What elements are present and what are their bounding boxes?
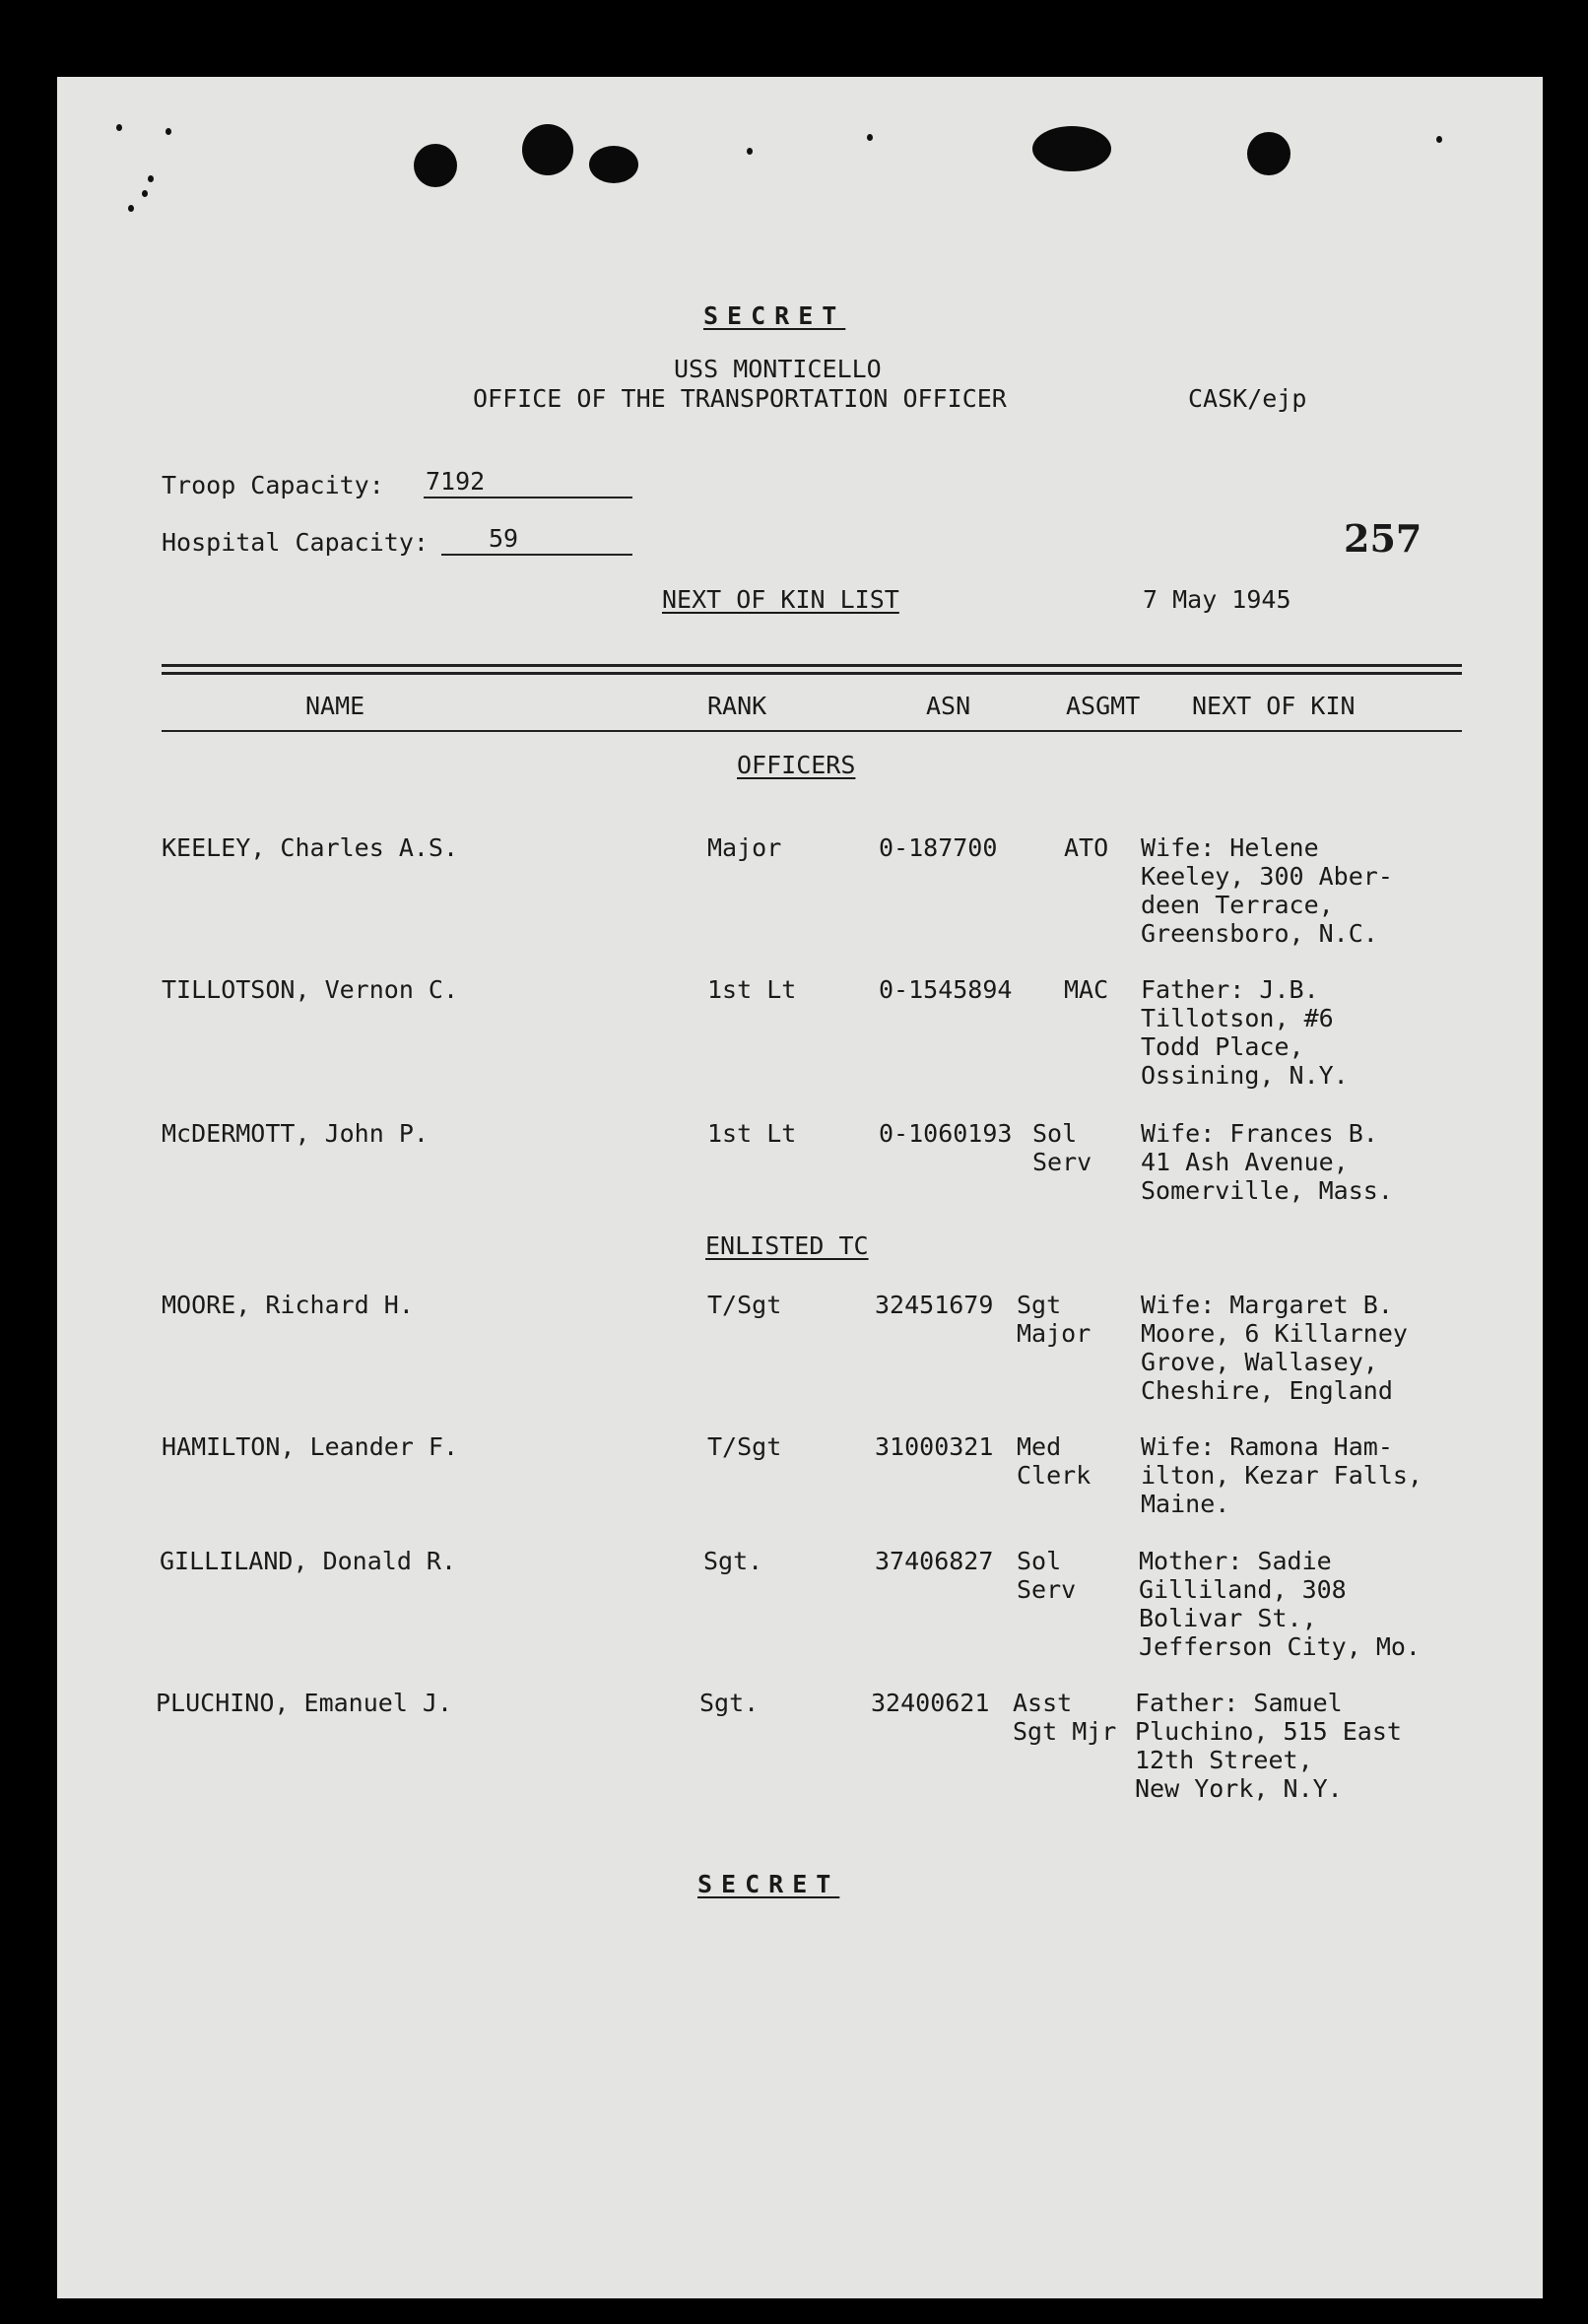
row-name: HAMILTON, Leander F. — [162, 1432, 459, 1461]
row-next-of-kin: Father: J.B. Tillotson, #6 Todd Place, Ossining, N.Y. — [1141, 975, 1349, 1090]
speck — [148, 175, 154, 182]
punch-hole — [522, 124, 573, 175]
punch-hole — [414, 144, 457, 187]
classification-header: SECRET — [703, 301, 846, 330]
speck — [142, 190, 148, 197]
row-name: KEELEY, Charles A.S. — [162, 833, 459, 862]
row-name: PLUCHINO, Emanuel J. — [156, 1689, 453, 1717]
row-asgmt: Med Clerk — [1017, 1432, 1092, 1490]
row-rank: T/Sgt — [707, 1432, 782, 1461]
office-name: OFFICE OF THE TRANSPORTATION OFFICER — [473, 384, 1007, 413]
row-next-of-kin: Wife: Frances B. 41 Ash Avenue, Somerville, Mass. — [1141, 1119, 1393, 1205]
row-next-of-kin: Father: Samuel Pluchino, 515 East 12th Street, New York, N.Y. — [1135, 1689, 1402, 1803]
row-asgmt: Asst Sgt Mjr — [1013, 1689, 1117, 1746]
column-header-rank: RANK — [707, 692, 767, 720]
reference-code: CASK/ejp — [1188, 384, 1307, 413]
row-asn: 31000321 — [875, 1432, 994, 1461]
row-rank: T/Sgt — [707, 1291, 782, 1319]
row-asn: 32451679 — [875, 1291, 994, 1319]
speck — [867, 134, 873, 141]
troop-capacity-line — [424, 497, 632, 498]
page-number: 257 — [1344, 516, 1423, 561]
column-header-asn: ASN — [926, 692, 971, 720]
row-name: GILLILAND, Donald R. — [160, 1547, 457, 1575]
row-asgmt: Sol Serv — [1017, 1547, 1077, 1604]
speck — [165, 128, 171, 135]
troop-capacity-label: Troop Capacity: — [162, 471, 384, 499]
list-date: 7 May 1945 — [1143, 585, 1291, 614]
table-header-rule — [162, 730, 1462, 732]
hospital-capacity-label: Hospital Capacity: — [162, 528, 429, 557]
row-next-of-kin: Wife: Ramona Ham- ilton, Kezar Falls, Maine. — [1141, 1432, 1423, 1518]
document-page — [57, 77, 1543, 2298]
row-asn: 0-1545894 — [879, 975, 1013, 1004]
row-next-of-kin: Wife: Helene Keeley, 300 Aber- deen Terrace, Greensboro, N.C. — [1141, 833, 1393, 948]
row-rank: Sgt. — [703, 1547, 763, 1575]
column-header-name: NAME — [305, 692, 365, 720]
row-asn: 0-187700 — [879, 833, 998, 862]
column-header-next-of-kin: NEXT OF KIN — [1192, 692, 1356, 720]
row-rank: Sgt. — [699, 1689, 760, 1717]
hospital-capacity-value: 59 — [489, 524, 519, 553]
section-title-officers: OFFICERS — [737, 751, 856, 779]
row-asgmt: MAC — [1064, 975, 1109, 1004]
row-asgmt: Sol Serv — [1032, 1119, 1092, 1176]
column-header-asgmt: ASGMT — [1066, 692, 1141, 720]
table-top-rule — [162, 664, 1462, 667]
section-title-enlisted: ENLISTED TC — [705, 1231, 869, 1260]
row-asn: 0-1060193 — [879, 1119, 1013, 1148]
row-name: McDERMOTT, John P. — [162, 1119, 429, 1148]
row-rank: Major — [707, 833, 782, 862]
speck — [1436, 136, 1442, 143]
row-asn: 37406827 — [875, 1547, 994, 1575]
row-next-of-kin: Wife: Margaret B. Moore, 6 Killarney Grove, Wallasey, Cheshire, England — [1141, 1291, 1408, 1405]
row-rank: 1st Lt — [707, 1119, 797, 1148]
row-asgmt: ATO — [1064, 833, 1109, 862]
row-name: MOORE, Richard H. — [162, 1291, 414, 1319]
punch-hole — [1032, 126, 1111, 171]
table-top-rule — [162, 672, 1462, 675]
hospital-capacity-line — [441, 554, 632, 556]
troop-capacity-value: 7192 — [426, 467, 486, 496]
classification-footer: SECRET — [697, 1870, 840, 1898]
punch-hole — [589, 146, 638, 183]
row-asn: 32400621 — [871, 1689, 990, 1717]
list-title: NEXT OF KIN LIST — [662, 585, 899, 614]
punch-hole — [1247, 132, 1290, 175]
speck — [747, 148, 753, 155]
row-next-of-kin: Mother: Sadie Gilliland, 308 Bolivar St., Jefferson City, Mo. — [1139, 1547, 1421, 1661]
row-rank: 1st Lt — [707, 975, 797, 1004]
row-asgmt: Sgt Major — [1017, 1291, 1092, 1348]
row-name: TILLOTSON, Vernon C. — [162, 975, 459, 1004]
ship-name: USS MONTICELLO — [674, 355, 882, 383]
speck — [116, 124, 122, 131]
speck — [128, 205, 134, 212]
